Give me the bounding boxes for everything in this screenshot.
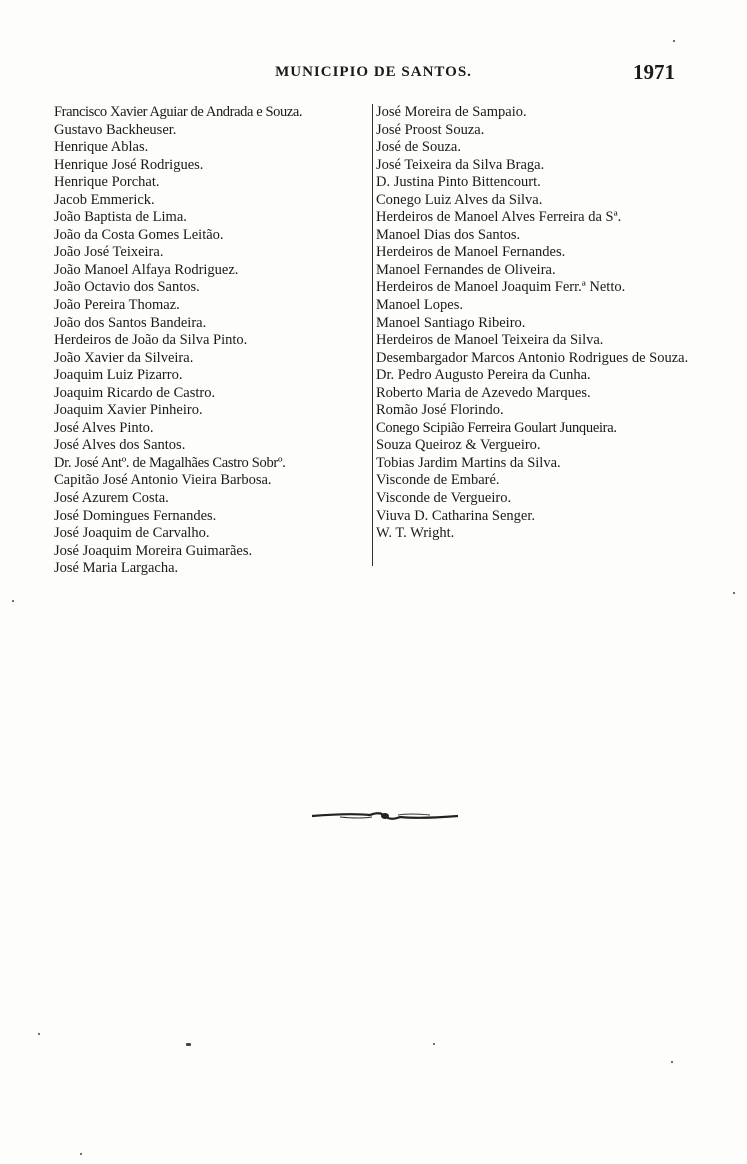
page-speck [186, 1043, 191, 1046]
list-item: João José Teixeira. [54, 244, 164, 261]
list-item: Dr. Pedro Augusto Pereira da Cunha. [376, 367, 591, 384]
list-item: Herdeiros de Manoel Fernandes. [376, 244, 566, 261]
list-item: José Domingues Fernandes. [54, 507, 217, 524]
list-item: José Alves dos Santos. [54, 437, 186, 454]
list-item: W. T. Wright. [376, 525, 455, 542]
list-item: Manoel Santiago Ribeiro. [376, 314, 526, 331]
list-item: Henrique Porchat. [54, 174, 160, 191]
list-item: José Joaquim de Carvalho. [54, 525, 210, 542]
page-speck [671, 1061, 673, 1063]
list-item: Herdeiros de Manoel Joaquim Ferr.ª Netto. [376, 279, 626, 296]
list-item: José Joaquim Moreira Guimarães. [54, 542, 253, 559]
list-item: Francisco Xavier Aguiar de Andrada e Souza. [54, 104, 303, 120]
list-item: Viuva D. Catharina Senger. [376, 507, 535, 524]
page-title: MUNICIPIO DE SANTOS. [275, 64, 472, 80]
list-item: José Maria Largacha. [54, 560, 179, 577]
list-item: José Moreira de Sampaio. [376, 104, 527, 120]
list-item: João Xavier da Silveira. [54, 349, 194, 366]
list-item: Romão José Florindo. [376, 402, 504, 419]
list-item: José Azurem Costa. [54, 490, 169, 507]
list-item: Roberto Maria de Azevedo Marques. [376, 384, 591, 401]
list-item: José Alves Pinto. [54, 419, 154, 436]
list-item: Manoel Lopes. [376, 297, 463, 314]
page-speck [38, 1033, 40, 1035]
list-item: Visconde de Vergueiro. [376, 490, 512, 507]
list-item: Visconde de Embaré. [376, 472, 500, 489]
left-name-list [54, 104, 372, 578]
right-name-list [376, 104, 696, 543]
list-item: D. Justina Pinto Bittencourt. [376, 174, 541, 191]
list-item: José Teixeira da Silva Braga. [376, 156, 545, 173]
page-speck [12, 600, 14, 602]
column-divider [372, 104, 373, 566]
list-item: João Octavio dos Santos. [54, 279, 200, 296]
list-item: Manoel Fernandes de Oliveira. [376, 261, 556, 278]
ornamental-divider [310, 808, 460, 824]
list-item: Henrique Ablas. [54, 139, 149, 156]
list-item: Capitão José Antonio Vieira Barbosa. [54, 472, 272, 489]
list-item: Conego Scipião Ferreira Goulart Junqueira. [376, 419, 617, 436]
list-item: Dr. José Antº. de Magalhães Castro Sobrº. [54, 454, 286, 471]
list-item: Herdeiros de Manoel Alves Ferreira da Sª. [376, 209, 622, 226]
page-speck [733, 592, 735, 594]
list-item: João dos Santos Bandeira. [54, 314, 207, 331]
list-item: Gustavo Backheuser. [54, 121, 177, 138]
list-item: José de Souza. [376, 139, 461, 156]
list-item: Manoel Dias dos Santos. [376, 226, 521, 243]
list-item: João Baptista de Lima. [54, 209, 187, 226]
list-item: João da Costa Gomes Leitão. [54, 226, 224, 243]
list-item: Joaquim Luiz Pizarro. [54, 367, 183, 384]
page-speck [673, 40, 675, 42]
page-number: 1971 [633, 60, 675, 84]
list-item: Tobias Jardim Martins da Silva. [376, 454, 561, 471]
page-speck [433, 1043, 435, 1045]
list-item: João Pereira Thomaz. [54, 297, 180, 314]
list-item: Desembargador Marcos Antonio Rodrigues de Souza. [376, 349, 689, 366]
list-item: Joaquim Xavier Pinheiro. [54, 402, 203, 419]
list-item: Joaquim Ricardo de Castro. [54, 384, 216, 401]
list-item: João Manoel Alfaya Rodriguez. [54, 261, 239, 278]
list-item: Conego Luiz Alves da Silva. [376, 191, 543, 208]
list-item: Souza Queiroz & Vergueiro. [376, 437, 541, 454]
page-speck [80, 1153, 82, 1155]
list-item: Herdeiros de Manoel Teixeira da Silva. [376, 332, 604, 349]
list-item: Jacob Emmerick. [54, 191, 155, 208]
list-item: Henrique José Rodrigues. [54, 156, 204, 173]
list-item: José Proost Souza. [376, 121, 485, 138]
list-item: Herdeiros de João da Silva Pinto. [54, 332, 248, 349]
